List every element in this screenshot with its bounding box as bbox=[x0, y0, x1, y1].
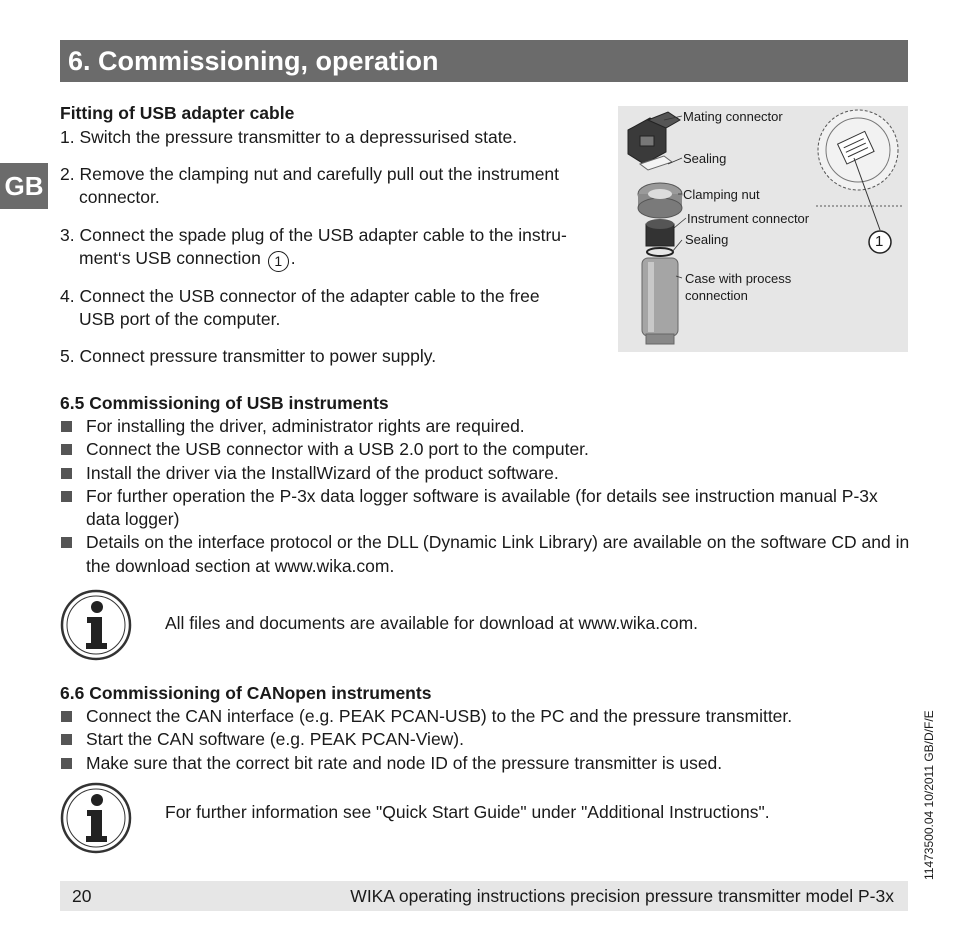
section-title-bar bbox=[60, 40, 908, 82]
step-4-line-1: 4. Connect the USB connector of the adapter cable to the free bbox=[60, 286, 540, 306]
step-3-line-1: 3. Connect the spade plug of the USB adapter cable to the instru- bbox=[60, 225, 567, 245]
step-4-line-2: USB port of the computer. bbox=[79, 309, 281, 329]
language-tab: GB bbox=[0, 163, 48, 209]
step-1: 1. Switch the pressure transmitter to a depressurised state. bbox=[60, 127, 518, 147]
list-item bbox=[60, 705, 910, 728]
bullet-square-icon bbox=[61, 734, 72, 745]
page-number: 20 bbox=[72, 886, 92, 906]
list-item bbox=[60, 415, 910, 438]
bullet-square-icon bbox=[61, 758, 72, 769]
fitting-heading: Fitting of USB adapter cable bbox=[60, 103, 295, 123]
label-sealing-2: Sealing bbox=[685, 232, 729, 247]
list-item-text: Connect the CAN interface (e.g. PEAK PCAN-USB) to the PC and the pressure transmitter. bbox=[86, 706, 793, 726]
document-code: 11473500.04 10/2011 GB/D/F/E bbox=[922, 710, 936, 880]
bullet-square-icon bbox=[61, 537, 72, 548]
step-4 bbox=[60, 285, 600, 331]
canopen-info-note: For further information see "Quick Start Guide" under "Additional Instructions". bbox=[165, 802, 770, 822]
list-item-text: Connect the USB connector with a USB 2.0 port to the computer. bbox=[86, 439, 589, 460]
info-icon bbox=[60, 782, 132, 854]
list-item-text: For further operation the P-3x data logger software is available (for details see instruction manual P-3x data logger) bbox=[86, 485, 878, 530]
list-item bbox=[60, 728, 910, 751]
label-callout-1: 1 bbox=[875, 233, 884, 250]
list-item-text: For installing the driver, administrator rights are required. bbox=[86, 416, 525, 436]
list-item bbox=[60, 462, 910, 485]
step-2 bbox=[60, 163, 600, 209]
list-item-text: Make sure that the correct bit rate and node ID of the pressure transmitter is used. bbox=[86, 752, 723, 773]
list-item-text: Details on the interface protocol or the DLL (Dynamic Link Library) are available on the software CD and in the download section at www.wika.com. bbox=[86, 532, 910, 576]
bullet-square-icon bbox=[61, 468, 72, 479]
usb-connection-callout: 1 bbox=[268, 251, 289, 272]
info-icon bbox=[60, 589, 132, 661]
step-2-line-2: connector. bbox=[79, 187, 160, 207]
usb-heading: 6.5 Commissioning of USB instruments bbox=[60, 393, 389, 413]
footer-text: WIKA operating instructions precision pressure transmitter model P-3x bbox=[350, 886, 894, 906]
step-3 bbox=[60, 224, 600, 272]
label-clamping-nut: Clamping nut bbox=[683, 187, 760, 202]
bullet-square-icon bbox=[61, 711, 72, 722]
list-item-text: Install the driver via the InstallWizard of the product software. bbox=[86, 462, 559, 483]
page-footer bbox=[60, 881, 908, 911]
label-case-line-2: connection bbox=[685, 288, 748, 303]
step-3-line-2 bbox=[60, 247, 600, 272]
bullet-square-icon bbox=[61, 421, 72, 432]
usb-adapter-figure bbox=[618, 106, 908, 352]
step-3-text: ment‘s USB connection bbox=[79, 248, 261, 268]
label-sealing-1: Sealing bbox=[683, 151, 727, 166]
label-case-line-1: Case with process bbox=[685, 271, 792, 286]
usb-bullet-list bbox=[60, 415, 910, 578]
step-3-period: . bbox=[290, 248, 296, 268]
step-2-line-1: 2. Remove the clamping nut and carefully pull out the instrument bbox=[60, 164, 560, 184]
bullet-square-icon bbox=[61, 491, 72, 502]
label-mating-connector: Mating connector bbox=[683, 109, 783, 124]
canopen-heading: 6.6 Commissioning of CANopen instruments bbox=[60, 683, 432, 703]
label-instrument-connector: Instrument connector bbox=[687, 211, 810, 226]
list-item bbox=[60, 752, 910, 775]
step-5: 5. Connect pressure transmitter to power supply. bbox=[60, 346, 437, 366]
transmitter-exploded-drawing bbox=[618, 106, 908, 352]
list-item bbox=[60, 531, 910, 578]
list-item bbox=[60, 485, 910, 532]
list-item bbox=[60, 438, 910, 461]
canopen-bullet-list bbox=[60, 705, 910, 775]
list-item-text: Start the CAN software (e.g. PEAK PCAN-View). bbox=[86, 729, 465, 750]
bullet-square-icon bbox=[61, 444, 72, 455]
page-title: 6. Commissioning, operation bbox=[68, 46, 439, 76]
usb-info-note: All files and documents are available for download at www.wika.com. bbox=[165, 613, 699, 633]
